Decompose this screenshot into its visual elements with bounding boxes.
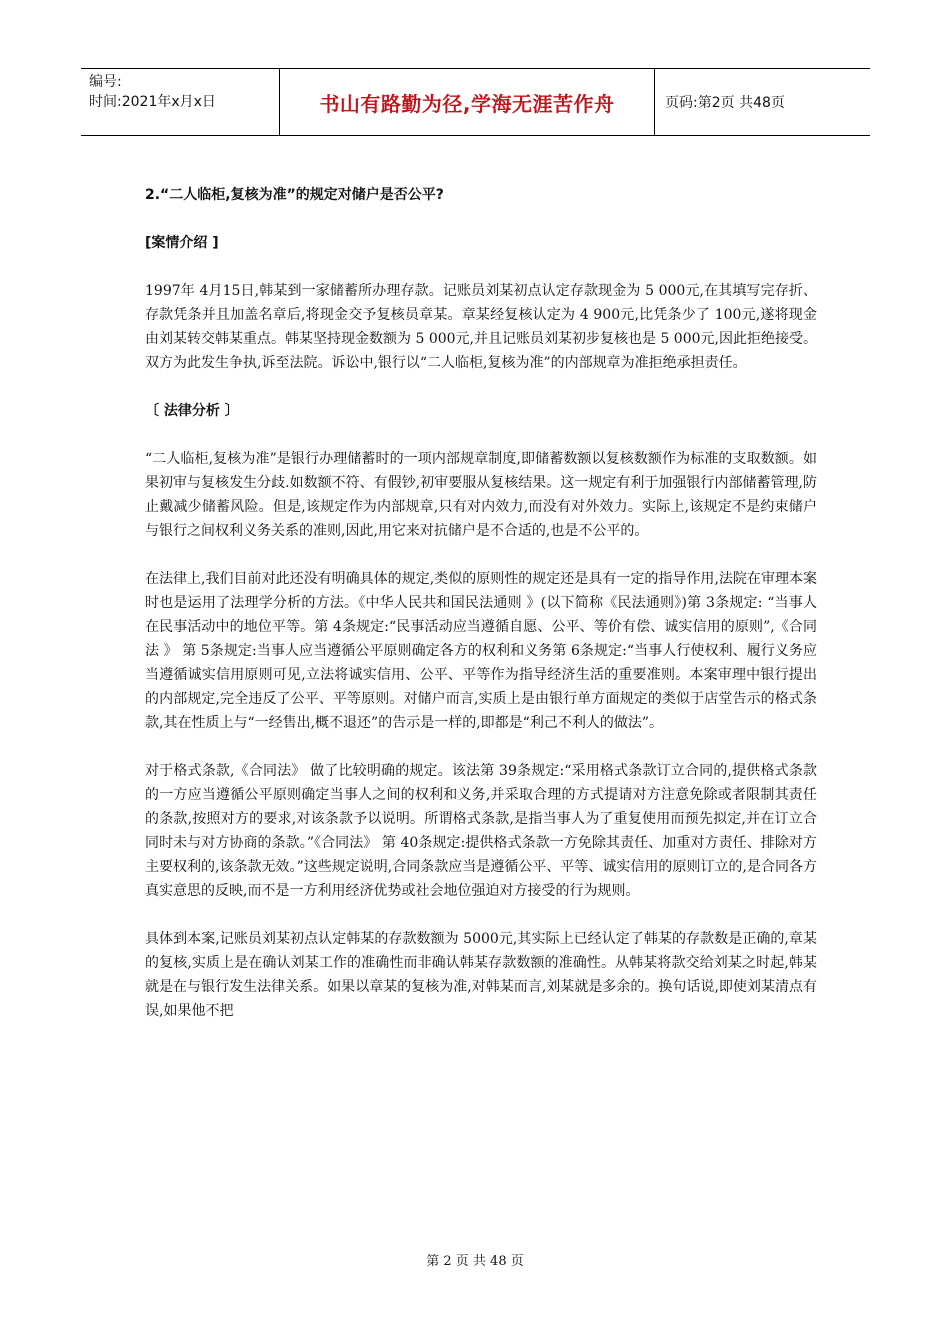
time-label: 时间:2021年x月x日 [89,94,216,110]
page-info: 页码:第2页 共48页 [665,95,785,111]
analysis-paragraph-2: 在法律上,我们目前对此还没有明确具体的规定,类似的原则性的规定还是具有一定的指导作用,法院在审理本案时也是运用了法理学分析的方法。《中华人民共和国民法通则 》(以下简称《民法通则》)第 3条规定: “当事人在民事活动中的地位平等。第 4条规定:“民事活动应当遵循自愿、公平、等价有偿、诚实信用的原则”,《合同法 》 第 5条规定:当事人应当遵循公平原则确定各方的权利和义务第 6条规定:“当事人行使权利、履行义务应当遵循诚实信用原则可见,立法将诚实信用、公平、平等作为指导经济生活的重要准则。本案审理中银行提出的内部规定,完全违反了公平、平等原则。对储户而言,实质上是由银行单方面规定的类似于店堂告示的格式条款,其在性质上与“一经售出,概不退还”的告示是一样的,即都是“利己不利人的做法”。 [145,571,817,731]
header-left-cell [81,69,280,135]
case-heading: [案情介绍 ] [145,235,219,251]
analysis-heading: 〔 法律分析 〕 [145,403,239,419]
number-label: 编号: [89,74,122,90]
analysis-paragraph-1: “二人临柜,复核为准”是银行办理储蓄时的一项内部规章制度,即储蓄数额以复核数额作为标准的支取数额。如果初审与复核发生分歧.如数额不符、有假钞,初审要服从复核结果。这一规定有利于加强银行内部储蓄管理,防止戴减少储蓄风险。但是,该规定作为内部规章,只有对内效力,而没有对外效力。实际上,该规定不是约束储户与银行之间权利义务关系的准则,因此,用它来对抗储户是不合适的,也是不公平的。 [145,451,817,539]
document-body [145,183,817,1023]
document-title: 2.“二人临柜,复核为准”的规定对储户是否公平? [145,187,444,203]
page-header [81,68,870,136]
motto-text: 书山有路勤为径,学海无涯苦作舟 [319,91,615,116]
header-page-cell [655,69,870,135]
page-footer: 第 2 页 共 48 页 [426,1254,524,1269]
case-paragraph: 1997年 4月15日,韩某到一家储蓄所办理存款。记账员刘某初点认定存款现金为 5 000元,在其填写完存折、存款凭条并且加盖名章后,将现金交予复核员章某。章某经复核认定为 4 900元,比凭条少了 100元,遂将现金由刘某转交韩某重点。韩某坚持现金数额为 5 000元,并且记账员刘某初步复核也是 5 000元,因此拒绝接受。双方为此发生争执,诉至法院。诉讼中,银行以“二人临柜,复核为准”的内部规章为准拒绝承担责任。 [145,283,817,371]
header-motto-cell [280,69,655,135]
analysis-paragraph-3: 对于格式条款,《合同法》 做了比较明确的规定。该法第 39条规定:“采用格式条款订立合同的,提供格式条款的一方应当遵循公平原则确定当事人之间的权利和义务,并采取合理的方式提请对方注意免除或者限制其责任的条款,按照对方的要求,对该条款予以说明。所谓格式条款,是指当事人为了重复使用而预先拟定,并在订立合同时未与对方协商的条款。”《合同法》 第 40条规定:提供格式条款一方免除其责任、加重对方责任、排除对方主要权利的,该条款无效。”这些规定说明,合同条款应当是遵循公平、平等、诚实信用的原则订立的,是合同各方真实意思的反映,而不是一方利用经济优势或社会地位强迫对方接受的行为规则。 [145,763,817,899]
analysis-paragraph-4: 具体到本案,记账员刘某初点认定韩某的存款数额为 5000元,其实际上已经认定了韩某的存款数是正确的,章某的复核,实质上是在确认刘某工作的准确性而非确认韩某存款数额的准确性。从韩某将款交给刘某之时起,韩某就是在与银行发生法律关系。如果以章某的复核为准,对韩某而言,刘某就是多余的。换句话说,即使刘某清点有误,如果他不把 [145,931,817,1019]
